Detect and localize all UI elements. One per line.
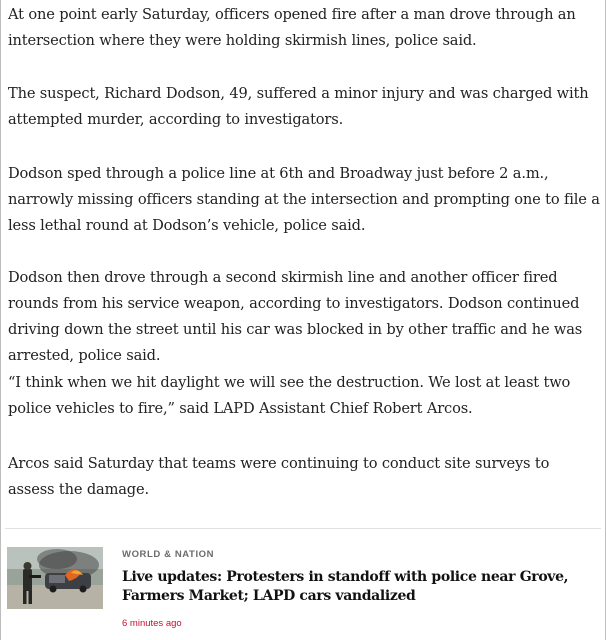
related-story-card[interactable]: [1, 530, 605, 640]
section-label[interactable]: WORLD & NATION: [122, 549, 215, 560]
article-paragraph: Arcos said Saturday that teams were continuing to conduct site surveys to assess the damage.: [8, 455, 550, 498]
related-story-thumbnail[interactable]: [7, 547, 103, 609]
article-quote-paragraph: “I think when we hit daylight we will see the destruction. We lost at least two police vehicles to fire,” said LAPD Assistant Chief Robert Arcos.: [8, 374, 571, 417]
section-divider: [5, 528, 601, 529]
article-paragraph: At one point early Saturday, officers opened fire after a man drove through an intersection where they were holding skirmish lines, police said.: [8, 6, 576, 49]
article-paragraph: The suspect, Richard Dodson, 49, suffered a minor injury and was charged with attempted murder, according to investigators.: [8, 85, 589, 128]
timestamp: 6 minutes ago: [122, 618, 182, 629]
article-paragraph: Dodson sped through a police line at 6th and Broadway just before 2 a.m., narrowly missing officers standing at the intersection and prompting one to file a less lethal round at Dodson’s vehicle, police said.: [8, 165, 600, 234]
article-paragraph: Dodson then drove through a second skirmish line and another officer fired rounds from his service weapon, according to investigators. Dodson continued driving down the street until his car was blocked in by other traffic and he was arrested, police said.: [8, 269, 583, 364]
related-story-headline[interactable]: Live updates: Protesters in standoff with police near Grove, Farmers Market; LAPD cars vandalized: [122, 569, 569, 604]
